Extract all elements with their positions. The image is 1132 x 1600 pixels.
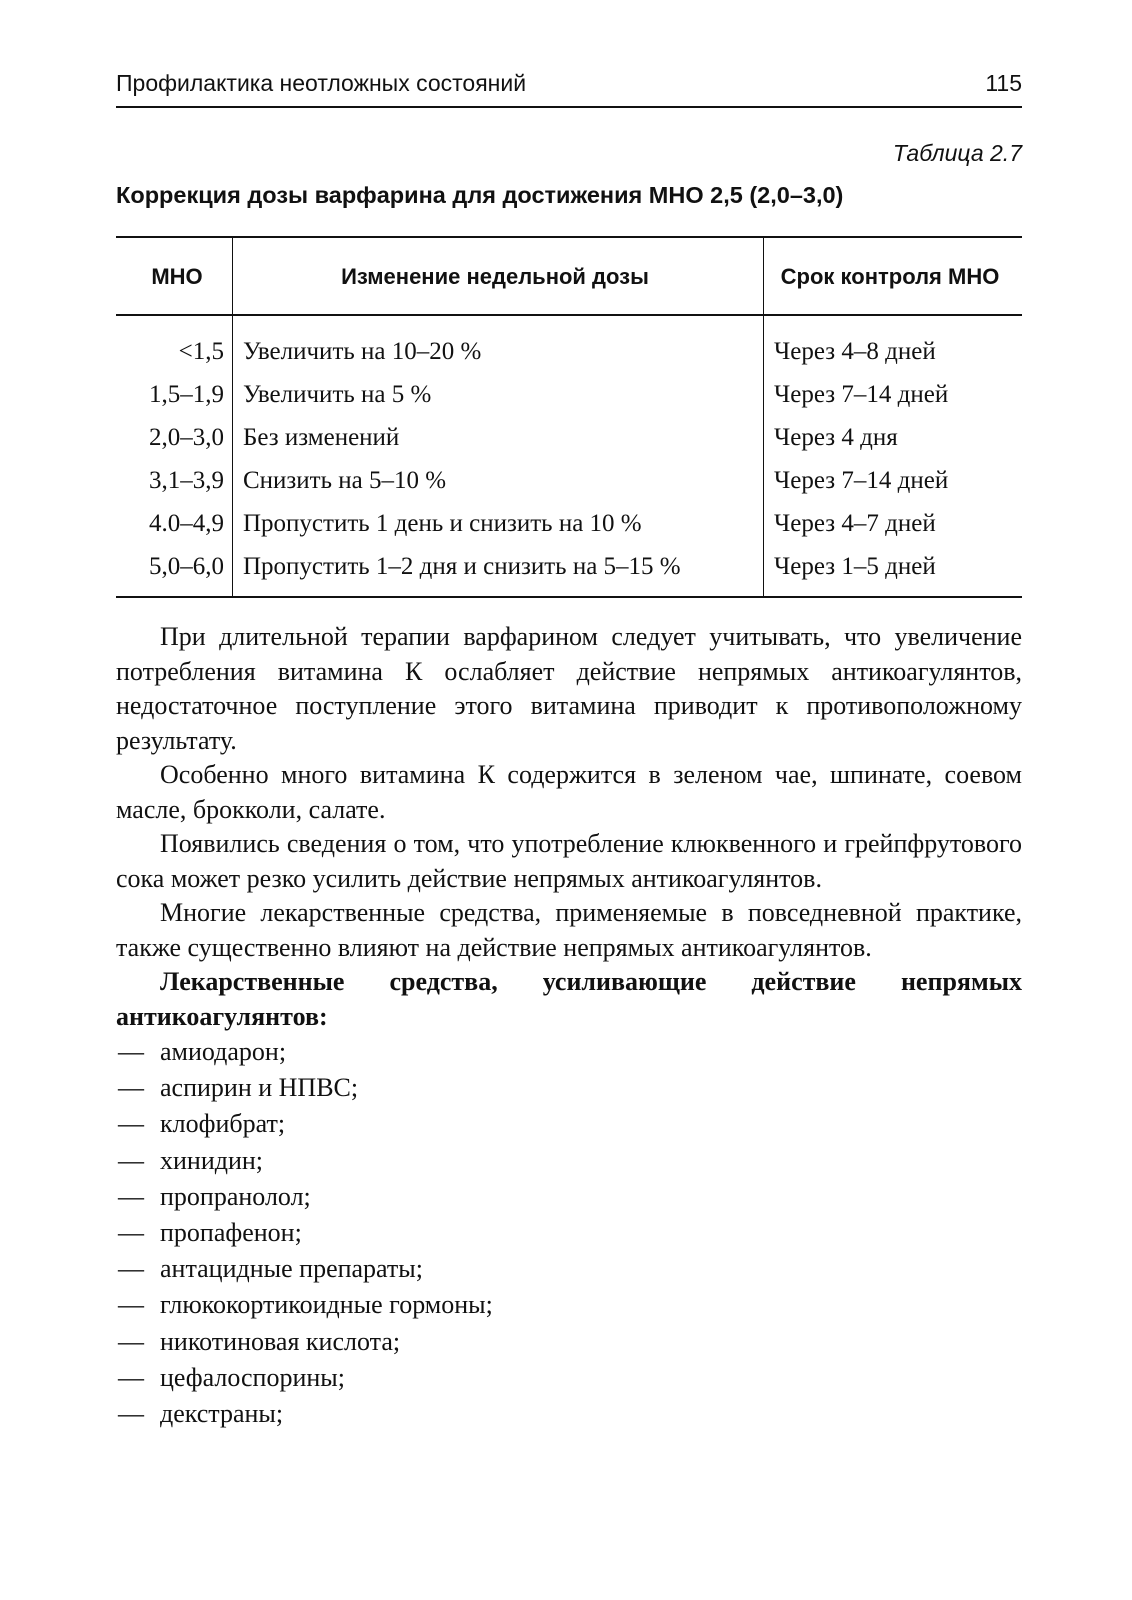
cell-control-period: Через 7–14 дней [774, 466, 949, 494]
cell-dose-change: Пропустить 1 день и снизить на 10 % [233, 502, 764, 545]
cell-inr: 4.0–4,9 [116, 502, 233, 545]
table-row [116, 459, 1022, 502]
running-header [116, 68, 1022, 108]
list-item-text: амиодарон; [160, 1037, 287, 1066]
list-item [116, 1143, 1022, 1179]
table-label: Таблица 2.7 [892, 140, 1022, 166]
cell-control-period: Через 1–5 дней [774, 552, 936, 580]
paragraph: При длительной терапии варфарином следует учитывать, что увеличение потребления витамина К ослабляет действие непрямых антикоагулянтов, недостаточное поступление этого витамина приводит к противоположному результату. [116, 622, 1022, 755]
list-dash: — [118, 1326, 144, 1356]
cell-inr: <1,5 [116, 315, 233, 373]
cell-inr: 2,0–3,0 [116, 416, 233, 459]
table-row [116, 545, 1022, 597]
list-item-text: никотиновая кислота; [160, 1326, 401, 1356]
list-item-text: антацидные препараты; [160, 1254, 423, 1284]
table-title: Коррекция дозы варфарина для достижения МНО 2,5 (2,0–3,0) [116, 182, 844, 208]
table-row [116, 416, 1022, 459]
cell-control-period: Через 7–14 дней [774, 380, 949, 408]
column-header-dose-change: Изменение недельной дозы [233, 237, 764, 315]
list-item [116, 1179, 1022, 1215]
body-text [116, 620, 1022, 1432]
list-dash: — [118, 1073, 144, 1103]
cell-dose-change: Пропустить 1–2 дня и снизить на 5–15 % [233, 545, 764, 597]
list-item-text: декстраны; [160, 1399, 284, 1429]
paragraph: Появились сведения о том, что употребление клюквенного и грейпфрутового сока может резко усилить действие непрямых антикоагулянтов. [116, 829, 1022, 893]
list-item-text: пропафенон; [160, 1218, 302, 1248]
list-dash: — [118, 1399, 144, 1429]
list-dash: — [118, 1145, 144, 1175]
list-item-text: пропранолол; [160, 1181, 311, 1211]
list-item [116, 1287, 1022, 1323]
list-item [116, 1396, 1022, 1432]
table-row [116, 373, 1022, 416]
dose-correction-table [116, 236, 1022, 598]
cell-control-period: Через 4–8 дней [774, 337, 936, 365]
paragraph: Особенно много витамина К содержится в зеленом чае, шпинате, соевом масле, брокколи, салате. [116, 760, 1022, 824]
list-item [116, 1106, 1022, 1142]
column-header-control-period: Срок контроля МНО [764, 237, 1023, 315]
cell-inr: 5,0–6,0 [116, 545, 233, 597]
list-item-text: глюкокортикоидные гормоны; [160, 1290, 493, 1320]
cell-dose-change: Увеличить на 5 % [233, 373, 764, 416]
list-dash: — [118, 1218, 144, 1248]
list-item [116, 1324, 1022, 1360]
list-dash: — [118, 1109, 144, 1139]
list-item [116, 1360, 1022, 1396]
cell-control-period: Через 4–7 дней [774, 509, 936, 537]
list-dash: — [118, 1254, 144, 1284]
cell-inr: 1,5–1,9 [116, 373, 233, 416]
list-dash: — [118, 1037, 144, 1066]
cell-dose-change: Увеличить на 10–20 % [233, 315, 764, 373]
list-item-text: цефалоспорины; [160, 1362, 345, 1392]
page-number: 115 [985, 70, 1022, 96]
list-item [116, 1034, 1022, 1070]
list-dash: — [118, 1362, 144, 1392]
list-dash: — [118, 1290, 144, 1320]
cell-control-period: Через 4 дня [774, 423, 898, 451]
table-row [116, 315, 1022, 373]
table-row [116, 502, 1022, 545]
list-item-text: аспирин и НПВС; [160, 1073, 359, 1103]
cell-dose-change: Снизить на 5–10 % [233, 459, 764, 502]
column-header-inr: МНО [116, 237, 233, 315]
list-item [116, 1215, 1022, 1251]
drug-list [116, 1034, 1022, 1432]
table-header-row [116, 237, 1022, 315]
list-dash: — [118, 1181, 144, 1211]
cell-dose-change: Без изменений [233, 416, 764, 459]
book-page [116, 0, 1022, 1600]
cell-inr: 3,1–3,9 [116, 459, 233, 502]
list-item-text: хинидин; [160, 1145, 264, 1175]
list-item [116, 1251, 1022, 1287]
list-item [116, 1070, 1022, 1106]
paragraph: Многие лекарственные средства, применяемые в повседневной практике, также существенно влияют на действие непрямых антикоагулянтов. [116, 898, 1022, 962]
header-title: Профилактика неотложных состояний [116, 70, 527, 96]
list-heading: Лекарственные средства, усиливающие действие непрямых антикоагулянтов: [116, 967, 1022, 1031]
list-item-text: клофибрат; [160, 1109, 286, 1139]
